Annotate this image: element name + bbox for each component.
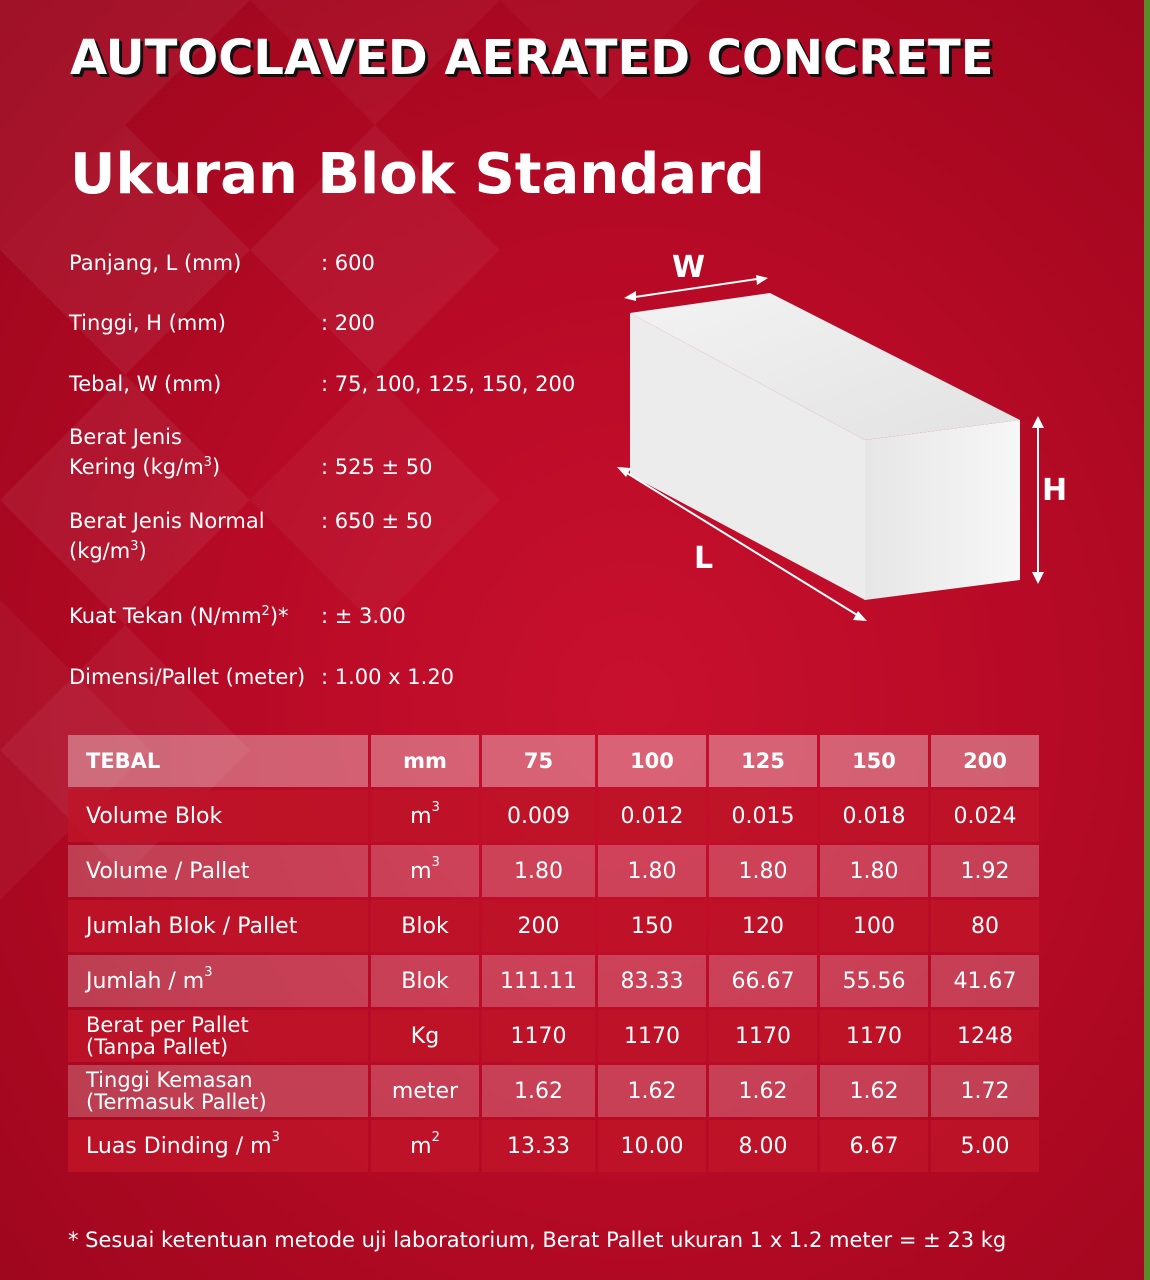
spec-label: Kuat Tekan (N/mm [69, 604, 262, 628]
table-cell: 1170 [598, 1010, 706, 1062]
spec-value: : 200 [321, 311, 375, 335]
table-row [68, 845, 1039, 897]
spec-value: : ± 3.00 [321, 604, 406, 628]
spec-label-line1: Berat Jenis Normal [69, 509, 265, 533]
table-cell: 0.009 [482, 790, 595, 842]
page-subtitle: Ukuran Blok Standard [70, 142, 765, 207]
w-arrow-head-right [756, 275, 768, 285]
spec-label: Tinggi, H (mm) [69, 311, 226, 335]
table-cell: 10.00 [598, 1120, 706, 1172]
table-cell: 1.72 [931, 1065, 1039, 1117]
page-title: AUTOCLAVED AERATED CONCRETE [70, 30, 994, 86]
spec-value: : 600 [321, 251, 375, 275]
spec-label-end: ) [211, 455, 221, 479]
table-cell: 1.92 [931, 845, 1039, 897]
row-unit: $m^2$ [371, 1120, 479, 1172]
table-cell: 1.80 [709, 845, 817, 897]
table-cell: 1.62 [598, 1065, 706, 1117]
row-label: Jumlah Blok / Pallet [68, 900, 368, 952]
row-unit: Blok [371, 955, 479, 1007]
row-unit: $m^3$ [371, 845, 479, 897]
spec-label-end: )* [269, 604, 289, 628]
table-cell: 55.56 [820, 955, 928, 1007]
table-row [68, 1010, 1039, 1062]
table-cell: 150 [598, 900, 706, 952]
table-cell: 0.018 [820, 790, 928, 842]
row-unit: Kg [371, 1010, 479, 1062]
table-cell: 8.00 [709, 1120, 817, 1172]
table-cell: 100 [820, 900, 928, 952]
spec-value: : 1.00 x 1.20 [321, 665, 455, 689]
spec-label: Tebal, W (mm) [69, 372, 222, 396]
w-arrow-head-left [624, 291, 636, 301]
spec-value: : 75, 100, 125, 150, 200 [321, 372, 576, 396]
table-header-cell: 150 [820, 735, 928, 787]
table-cell: 5.00 [931, 1120, 1039, 1172]
l-arrow-head-right [853, 611, 867, 621]
l-arrow-head-left [617, 467, 631, 477]
table-cell: 1170 [820, 1010, 928, 1062]
w-label: W [672, 250, 706, 285]
table-cell: 1.80 [820, 845, 928, 897]
table-header-cell: TEBAL [68, 735, 368, 787]
footnote: * Sesuai ketentuan metode uji laboratorium, Berat Pallet ukuran 1 x 1.2 meter = ± 23 kg [68, 1228, 1007, 1252]
table-cell: 1.62 [482, 1065, 595, 1117]
row-label: Jumlah / $m^3$ [68, 955, 368, 1007]
spec-value: : 525 ± 50 [321, 455, 433, 479]
table-cell: 120 [709, 900, 817, 952]
table-cell: 41.67 [931, 955, 1039, 1007]
table-header-cell: 100 [598, 735, 706, 787]
row-label: Volume / Pallet [68, 845, 368, 897]
row-label: Luas Dinding / $m^3$ [68, 1120, 368, 1172]
spec-label-line1: Berat Jenis [69, 425, 182, 449]
table-row [68, 1120, 1039, 1172]
table-cell: 1.62 [820, 1065, 928, 1117]
table-cell: 0.012 [598, 790, 706, 842]
row-label: Berat per Pallet (Tanpa Pallet) [68, 1010, 368, 1062]
table-row [68, 790, 1039, 842]
table-row [68, 955, 1039, 1007]
table-cell: 66.67 [709, 955, 817, 1007]
table-cell: 0.024 [931, 790, 1039, 842]
table-header-cell: 200 [931, 735, 1039, 787]
table-cell: 111.11 [482, 955, 595, 1007]
row-unit: meter [371, 1065, 479, 1117]
spec-label-line2: (kg/m [69, 539, 131, 563]
row-label: Tinggi Kemasan (Termasuk Pallet) [68, 1065, 368, 1117]
table-row [68, 900, 1039, 952]
spec-label-sup: 3 [203, 455, 212, 470]
table-cell: 200 [482, 900, 595, 952]
block-diagram [600, 240, 1100, 640]
table-header-row [68, 735, 1039, 787]
block-front-face [865, 420, 1020, 600]
table-cell: 83.33 [598, 955, 706, 1007]
row-unit: $m^3$ [371, 790, 479, 842]
h-label: H [1042, 473, 1068, 508]
table-cell: 1.80 [482, 845, 595, 897]
h-arrow-head-top [1032, 416, 1044, 428]
spec-label-sup: 2 [261, 604, 270, 619]
spec-label-line2: Kering (kg/m [69, 455, 204, 479]
spec-value: : 650 ± 50 [321, 509, 433, 533]
row-label: Volume Blok [68, 790, 368, 842]
spec-label-sup: 3 [130, 539, 139, 554]
spec-label-end: ) [138, 539, 147, 563]
table-cell: 6.67 [820, 1120, 928, 1172]
row-unit: Blok [371, 900, 479, 952]
table-header-cell: 125 [709, 735, 817, 787]
spec-label: Dimensi/Pallet (meter) [69, 665, 306, 689]
l-label: L [694, 541, 714, 576]
table-cell: 1248 [931, 1010, 1039, 1062]
spec-table [65, 732, 1042, 1175]
green-edge [1144, 0, 1150, 1280]
table-cell: 13.33 [482, 1120, 595, 1172]
table-row [68, 1065, 1039, 1117]
table-header-cell: 75 [482, 735, 595, 787]
spec-label: Panjang, L (mm) [69, 251, 242, 275]
table-cell: 1.80 [598, 845, 706, 897]
table-cell: 0.015 [709, 790, 817, 842]
h-arrow-head-bottom [1032, 572, 1044, 584]
table-header-cell: mm [371, 735, 479, 787]
table-cell: 1170 [709, 1010, 817, 1062]
table-cell: 80 [931, 900, 1039, 952]
table-cell: 1.62 [709, 1065, 817, 1117]
table-cell: 1170 [482, 1010, 595, 1062]
